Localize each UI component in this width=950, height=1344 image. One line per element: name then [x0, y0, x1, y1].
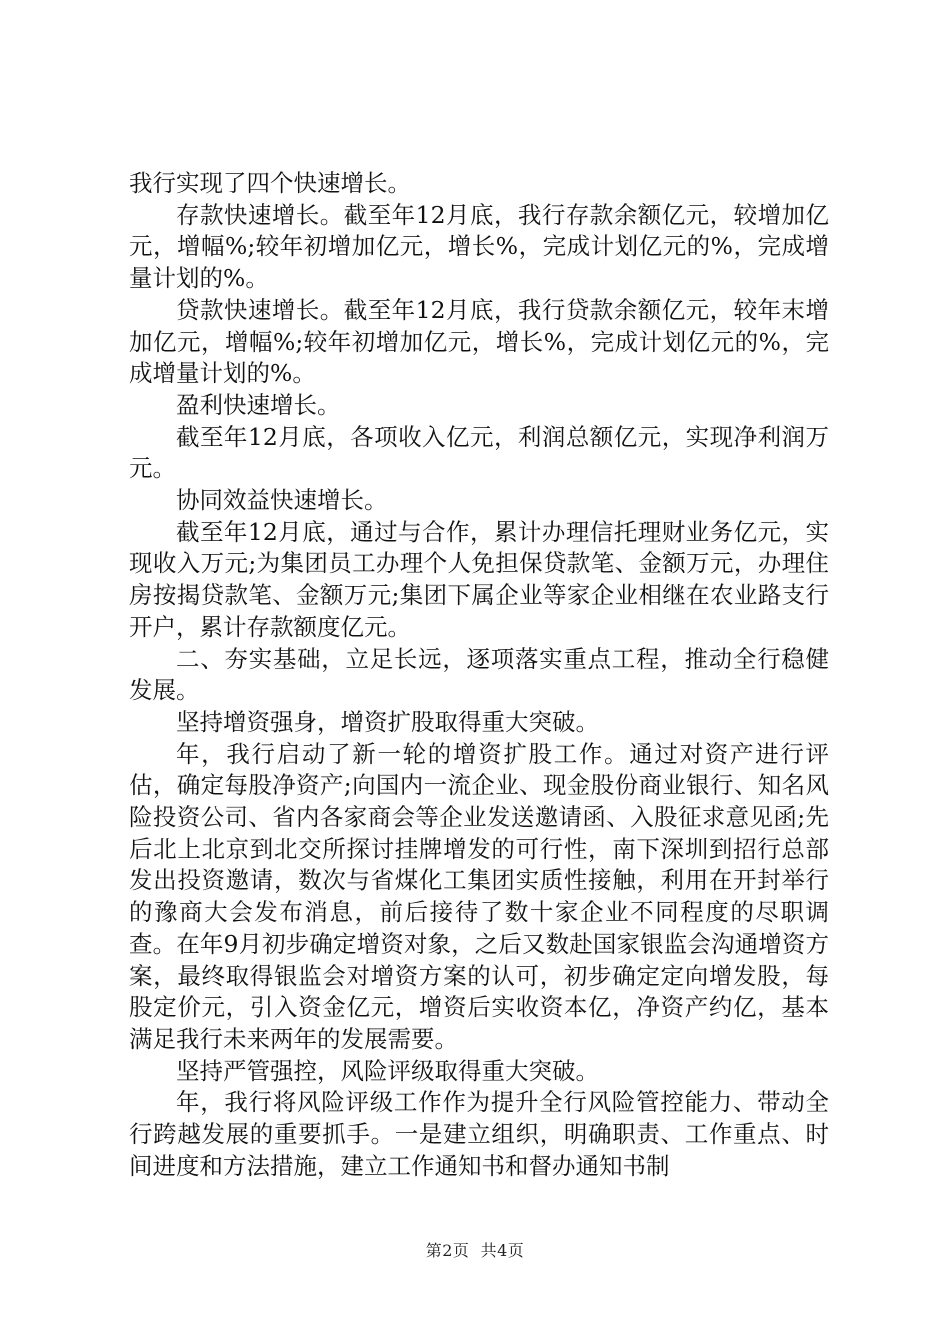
document-body [129, 168, 829, 1183]
paragraph: 年，我行启动了新一轮的增资扩股工作。通过对资产进行评估，确定每股净资产;向国内一流企业、现金股份商业银行、知名风险投资公司、省内各家商会等企业发送邀请函、入股征求意见函;先后北上北京到北交所探讨挂牌增发的可行性，南下深圳到招行总部发出投资邀请，数次与省煤化工集团实质性接触，利用在开封举行的豫商大会发布消息，前后接待了数十家企业不同程度的尽职调查。在年9月初步确定增资对象，之后又数赴国家银监会沟通增资方案，最终取得银监会对增资方案的认可，初步确定定向增发股，每股定价元，引入资金亿元，增资后实收资本亿，净资产约亿，基本满足我行未来两年的发展需要。 [129, 739, 829, 1053]
page-number: 第2页 共4页 [425, 1241, 525, 1260]
paragraph: 存款快速增长。截至年12月底，我行存款余额亿元，较增加亿元，增幅%;较年初增加亿元，增长%，完成计划亿元的%，完成增量计划的%。 [129, 200, 829, 293]
paragraph: 坚持严管强控，风险评级取得重大突破。 [176, 1056, 599, 1085]
paragraph: 年，我行将风险评级工作作为提升全行风险管控能力、带动全行跨越发展的重要抓手。一是建立组织，明确职责、工作重点、时间进度和方法措施，建立工作通知书和督办通知书制 [129, 1088, 829, 1180]
paragraph: 贷款快速增长。截至年12月底，我行贷款余额亿元，较年末增加亿元，增幅%;较年初增加亿元，增长%，完成计划亿元的%，完成增量计划的%。 [129, 295, 829, 388]
paragraph: 我行实现了四个快速增长。 [129, 169, 411, 197]
paragraph: 坚持增资强身，增资扩股取得重大突破。 [176, 707, 599, 736]
paragraph: 盈利快速增长。 [176, 390, 341, 419]
page-footer [0, 1238, 950, 1261]
paragraph: 协同效益快速增长。 [176, 486, 388, 515]
paragraph: 二、夯实基础，立足长远，逐项落实重点工程，推动全行稳健发展。 [129, 644, 829, 705]
paragraph: 截至年12月底，通过与合作，累计办理信托理财业务亿元，实现收入万元;为集团员工办理个人免担保贷款笔、金额万元，办理住房按揭贷款笔、金额万元;集团下属企业等家企业相继在农业路支行开户，累计存款额度亿元。 [129, 517, 829, 641]
paragraph: 截至年12月底，各项收入亿元，利润总额亿元，实现净利润万元。 [129, 422, 829, 483]
